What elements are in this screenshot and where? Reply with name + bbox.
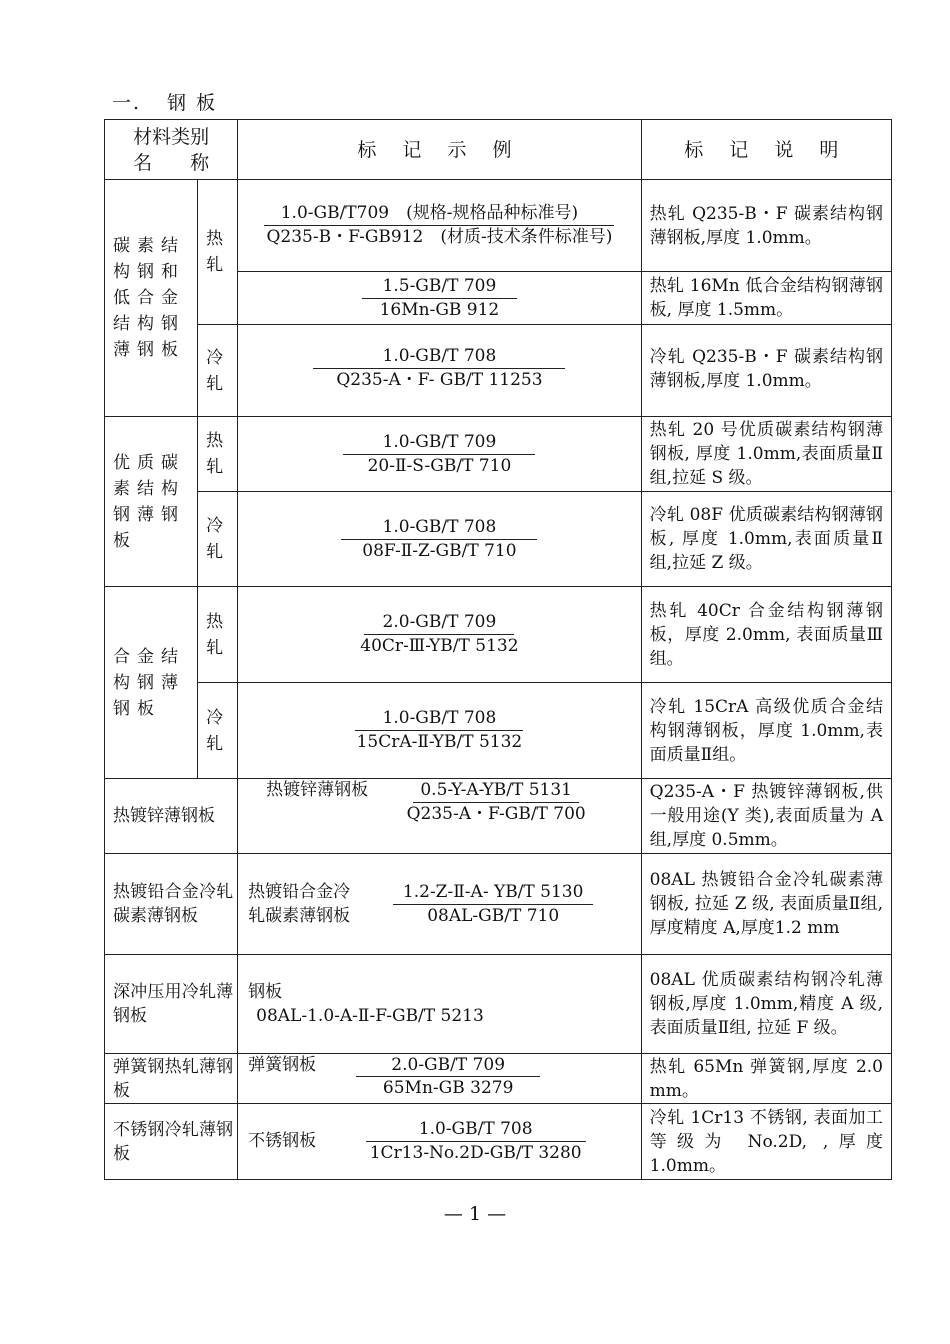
marking-numerator: 2.0-GB/T 709 bbox=[391, 1055, 506, 1075]
marking-prefix-line2: 轧碳素薄钢板 bbox=[248, 906, 351, 926]
process-label: 冷轧 bbox=[206, 347, 224, 394]
marking-explanation: 冷轧 1Cr13 不锈钢, 表面加工等级为 No.2D, ,厚度 1.0mm。 bbox=[641, 1104, 891, 1180]
marking-denominator: 20-Ⅱ-S-GB/T 710 bbox=[367, 455, 512, 476]
marking-denominator: 16Mn-GB 912 bbox=[379, 299, 500, 320]
marking-example bbox=[238, 180, 642, 272]
page-number: — 1 — bbox=[443, 1203, 507, 1225]
marking-denominator: 08F-Ⅱ-Z-GB/T 710 bbox=[362, 540, 517, 561]
marking-example bbox=[238, 1104, 642, 1180]
marking-explanation: 热轧 Q235-B・F 碳素结构钢薄钢板,厚度 1.0mm。 bbox=[641, 180, 891, 272]
table-row bbox=[105, 325, 892, 417]
marking-denominator: Q235-A・F-GB/T 700 bbox=[406, 804, 586, 824]
category-aluminized: 热镀铅合金冷轧碳素薄钢板 bbox=[105, 854, 238, 955]
header-material-line2: 名 称 bbox=[133, 151, 210, 174]
marking-prefix: 热镀锌薄钢板 bbox=[266, 780, 369, 800]
category-stainless: 不锈钢冷轧薄钢板 bbox=[105, 1104, 238, 1180]
category-deep-draw: 深冲压用冷轧薄钢板 bbox=[105, 955, 238, 1054]
table-row bbox=[105, 683, 892, 779]
marking-example bbox=[238, 587, 642, 683]
marking-example bbox=[238, 1054, 642, 1104]
marking-prefix: 不锈钢板 bbox=[248, 1131, 317, 1151]
process-label: 冷轧 bbox=[206, 707, 224, 754]
marking-explanation: 热轧 16Mn 低合金结构钢薄钢板, 厚度 1.5mm。 bbox=[641, 272, 891, 325]
marking-denominator: 15CrA-Ⅱ-YB/T 5132 bbox=[356, 732, 523, 752]
marking-numerator: 2.0-GB/T 709 bbox=[382, 612, 497, 632]
table-row bbox=[105, 955, 892, 1054]
marking-prefix: 弹簧钢板 bbox=[248, 1055, 317, 1075]
marking-denominator: 1Cr13-No.2D-GB/T 3280 bbox=[369, 1143, 582, 1163]
process-label: 热轧 bbox=[206, 229, 224, 275]
marking-numerator: 1.0-GB/T 708 bbox=[382, 346, 497, 366]
marking-explanation: 热轧 20 号优质碳素结构钢薄钢板, 厚度 1.0mm,表面质量Ⅱ组,拉延 S 级。 bbox=[641, 417, 891, 492]
marking-numerator: 1.0-GB/T 708 bbox=[382, 708, 497, 728]
marking-explanation: 08AL 优质碳素结构钢冷轧薄钢板,厚度 1.0mm,精度 A 级, 表面质量Ⅱ组, 拉延 F 级。 bbox=[641, 955, 891, 1054]
category-quality-carbon bbox=[105, 417, 198, 587]
process-label: 热轧 bbox=[206, 611, 224, 658]
header-material-line1: 材料类别 bbox=[133, 125, 210, 148]
category-alloy bbox=[105, 587, 198, 779]
marking-example bbox=[238, 272, 642, 325]
marking-numerator: 1.0-GB/T 708 bbox=[382, 516, 497, 537]
marking-example bbox=[238, 955, 642, 1054]
marking-numerator: 1.5-GB/T 709 bbox=[382, 275, 497, 296]
steel-plate-table bbox=[104, 119, 892, 1180]
header-example: 标 记 示 例 bbox=[238, 120, 642, 180]
header-material bbox=[105, 120, 238, 180]
marking-example bbox=[238, 492, 642, 587]
marking-explanation: 冷轧 15CrA 高级优质合金结构钢薄钢板，厚度 1.0mm,表面质量Ⅱ组。 bbox=[641, 683, 891, 779]
process-hot bbox=[198, 417, 238, 492]
marking-denominator: Q235-A・F- GB/T 11253 bbox=[336, 370, 543, 390]
table-row bbox=[105, 854, 892, 955]
marking-explanation: 热轧 65Mn 弹簧钢,厚度 2.0 mm。 bbox=[641, 1054, 891, 1104]
section-heading bbox=[112, 88, 217, 115]
marking-explanation: Q235-A・F 热镀锌薄钢板,供一般用途(Y 类),表面质量为 A 组,厚度 0.5mm。 bbox=[641, 779, 891, 854]
marking-denominator: 40Cr-Ⅲ-YB/T 5132 bbox=[360, 636, 519, 656]
table-header-row bbox=[105, 120, 892, 180]
table-row bbox=[105, 1104, 892, 1180]
process-hot bbox=[198, 587, 238, 683]
marking-example bbox=[238, 683, 642, 779]
section-number: 一. bbox=[112, 92, 142, 114]
table-row bbox=[105, 180, 892, 272]
marking-numerator: 1.0-GB/T 708 bbox=[418, 1119, 533, 1139]
marking-numerator: 1.0-GB/T709 (规格-规格品种标准号) bbox=[280, 203, 579, 223]
process-label: 冷轧 bbox=[206, 516, 224, 562]
marking-numerator: 0.5-Y-A-YB/T 5131 bbox=[420, 780, 572, 800]
marking-line1: 钢板 bbox=[248, 982, 283, 1002]
marking-denominator: 65Mn-GB 3279 bbox=[382, 1078, 514, 1098]
marking-prefix-line1: 热镀铅合金冷 bbox=[248, 882, 351, 902]
marking-example bbox=[238, 854, 642, 955]
marking-explanation: 冷轧 08F 优质碳素结构钢薄钢板, 厚度 1.0mm,表面质量Ⅱ组,拉延 Z 级。 bbox=[641, 492, 891, 587]
category-label: 合金结构钢薄钢板 bbox=[113, 646, 185, 719]
marking-example bbox=[238, 417, 642, 492]
marking-explanation: 冷轧 Q235-B・F 碳素结构钢薄钢板,厚度 1.0mm。 bbox=[641, 325, 891, 417]
process-label: 热轧 bbox=[206, 431, 224, 477]
category-carbon-low-alloy bbox=[105, 180, 198, 417]
category-galvanized: 热镀锌薄钢板 bbox=[105, 779, 238, 854]
section-title: 钢 板 bbox=[167, 92, 218, 114]
process-cold bbox=[198, 325, 238, 417]
category-spring: 弹簧钢热轧薄钢板 bbox=[105, 1054, 238, 1104]
table-row bbox=[105, 492, 892, 587]
process-cold bbox=[198, 492, 238, 587]
marking-numerator: 1.0-GB/T 709 bbox=[382, 431, 497, 452]
marking-denominator: 08AL-GB/T 710 bbox=[427, 905, 560, 926]
table-row bbox=[105, 417, 892, 492]
process-cold bbox=[198, 683, 238, 779]
header-explanation: 标 记 说 明 bbox=[641, 120, 891, 180]
table-row bbox=[105, 779, 892, 854]
marking-explanation: 热轧 40Cr 合金结构钢薄钢板，厚度 2.0mm, 表面质量Ⅲ组。 bbox=[641, 587, 891, 683]
marking-example bbox=[238, 779, 642, 854]
marking-denominator: Q235-B・F-GB912 (材质-技术条件标准号) bbox=[266, 227, 613, 247]
table-row bbox=[105, 587, 892, 683]
marking-example bbox=[238, 325, 642, 417]
marking-line2: 08AL-1.0-A-Ⅱ-F-GB/T 5213 bbox=[256, 1006, 484, 1026]
category-label: 碳素结构钢和低合金结构钢薄钢板 bbox=[113, 236, 185, 360]
category-label: 优质碳素结构钢薄钢板 bbox=[113, 452, 185, 551]
marking-explanation: 08AL 热镀铅合金冷轧碳素薄钢板, 拉延 Z 级, 表面质量Ⅱ组, 厚度精度 A,厚度1.2 mm bbox=[641, 854, 891, 955]
marking-numerator: 1.2-Z-Ⅱ-A- YB/T 5130 bbox=[402, 881, 584, 902]
table-row bbox=[105, 1054, 892, 1104]
